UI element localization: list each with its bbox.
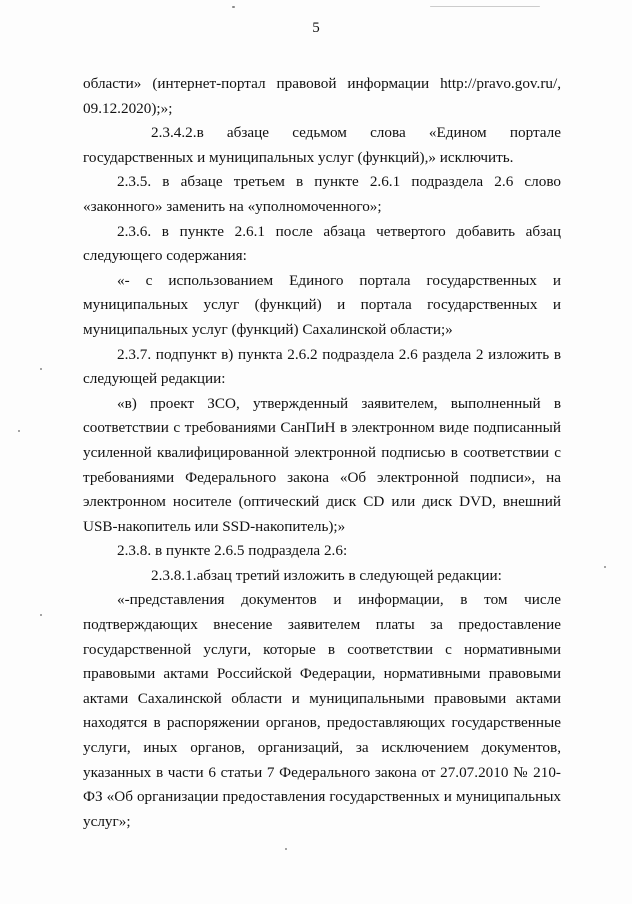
paragraph: области» (интернет-портал правовой информации http://pravo.gov.ru/, 09.12.2020);»; [83, 75, 561, 117]
paragraph: 2.3.8.1.абзац третий изложить в следующей редакции: [83, 564, 561, 589]
scan-mark [40, 614, 42, 616]
paragraph: 2.3.8. в пункте 2.6.5 подраздела 2.6: [117, 542, 348, 560]
paragraph: 2.3.5. в абзаце третьем в пункте 2.6.1 подраздела 2.6 слово «законного» заменить на «уполномоченного»; [83, 173, 561, 215]
clause-number: 2.3.8.1. [151, 566, 197, 584]
page-number: 5 [312, 20, 320, 36]
paragraph: «-представления документов и информации, в том числе подтверждающих внесение заявителем платы за предоставление государственной услуги, которые в соответствии с нормативными правовыми актами Российской Федерации, нормативными правовыми актами Сахалинской области и муниципальными правовыми актами находятся в распоряжении органов, предоставляющих государственные услуги, иных органов, организаций, за исключением документов, указанных в части 6 статьи 7 Федерального закона от 27.07.2010 № 210-ФЗ «Об организации предоставления государственных и муниципальных услуг»; [83, 591, 561, 830]
scan-mark [18, 430, 20, 432]
paragraph: 2.3.6. в пункте 2.6.1 после абзаца четвертого добавить абзац следующего содержания: [83, 222, 561, 265]
scan-mark [430, 6, 540, 7]
scan-mark [604, 566, 606, 568]
document-body [83, 72, 561, 834]
scan-mark [232, 6, 235, 8]
paragraph: 2.3.4.2.в абзаце седьмом слова «Едином портале государственных и муниципальных услуг (функций),» исключить. [83, 121, 561, 170]
scan-mark [40, 368, 42, 370]
paragraph: «в) проект ЗСО, утвержденный заявителем, выполненный в соответствии с требованиями СанПиН в электронном виде подписанный усиленной квалифицированной электронной подписью в соответствии с требованиями Федерального закона «Об электронной подписи», на электронном носителе (оптический диск CD или диск DVD, внешний USB-накопитель или SSD-накопитель);» [83, 394, 561, 535]
clause-number: 2.3.4.2. [151, 124, 197, 142]
scan-mark [285, 848, 287, 850]
paragraph: «- с использованием Единого портала государственных и муниципальных услуг (функций) и портала государственных и муниципальных услуг (функций) Сахалинской области;» [83, 271, 561, 338]
paragraph: 2.3.7. подпункт в) пункта 2.6.2 подраздела 2.6 раздела 2 изложить в следующей редакции: [83, 345, 561, 388]
